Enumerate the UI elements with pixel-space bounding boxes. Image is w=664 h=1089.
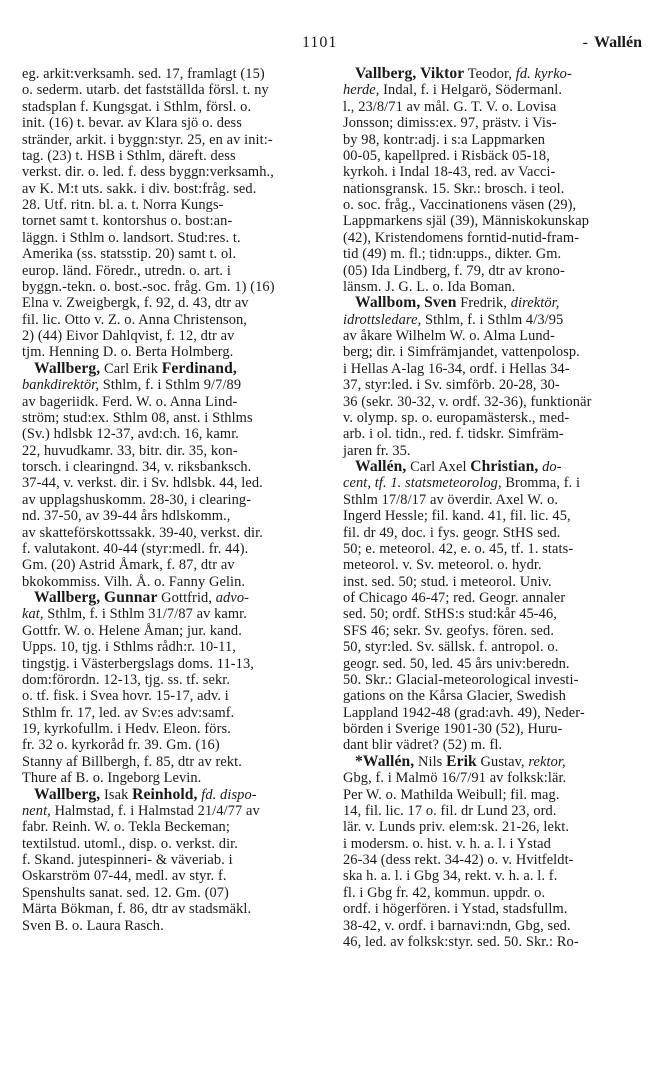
text-line	[22, 721, 318, 737]
line-text: jaren fr. 35.	[343, 442, 411, 459]
line-text: of Chicago 46-47; red. Geogr. annaler	[343, 590, 566, 606]
text-line	[22, 901, 318, 917]
entry-given-names: Gustav,	[476, 753, 529, 770]
entry-surname: *Wallén,	[355, 752, 415, 770]
text-line	[22, 557, 318, 573]
line-text: Spenshults sanat. sed. 12. Gm. (07)	[22, 884, 229, 901]
line-text: av bageriidk. Ferd. W. o. Anna Lind-	[22, 393, 238, 410]
line-text: Elna v. Zweigbergk, f. 92, d. 43, dtr av	[22, 295, 249, 312]
line-text: dant blir vädret? (52) m. fl.	[343, 737, 503, 754]
entry-heading-line	[343, 66, 639, 82]
text-line	[22, 819, 318, 835]
line-text: v. olymp. sp. o. europamästersk., med-	[343, 409, 570, 426]
line-text: 2) (44) Eivor Dahlqvist, f. 12, dtr av	[22, 328, 235, 344]
line-text: 28. Utf. ritn. bl. a. t. Norra Kungs-	[22, 197, 224, 213]
text-line	[22, 705, 318, 721]
line-text: torsch. i clearingnd. 34, v. riksbanksch.	[22, 459, 252, 475]
text-line	[22, 426, 318, 442]
entry-called-name: Viktor	[420, 65, 465, 82]
entry-surname: Vallberg,	[355, 65, 417, 82]
text-line	[343, 312, 639, 328]
text-line	[22, 475, 318, 491]
line-text: o. soc. fråg., Vaccinationens väsen (29),	[343, 197, 577, 213]
line-text: f. valutakont. 40-44 (styr:medl. fr. 44).	[22, 540, 249, 557]
text-line	[22, 66, 318, 82]
line-text: SFS 46; sekr. Sv. geofys. fören. sed.	[343, 622, 555, 639]
line-text: stadsplan f. Kungsgat. i Sthlm, försl. o.	[22, 98, 252, 115]
line-text: eg. arkit:verksamh. sed. 17, framlagt (15)	[22, 66, 265, 82]
text-line	[22, 328, 318, 344]
page-number: 1101	[302, 34, 338, 51]
line-text: Gm. (20) Astrid Åmark, f. 87, dtr av	[22, 557, 235, 574]
entry-title: kat,	[22, 606, 44, 623]
line-text: ordf. i högerfören. i Ystad, stadsfullm.	[343, 901, 568, 918]
entry-given-names: Nils	[414, 753, 447, 770]
text-line	[22, 230, 318, 246]
entry-called-name: Erik	[446, 752, 477, 770]
text-line	[343, 525, 639, 541]
line-text: av upplagshuskomm. 28-30, i clearing-	[22, 491, 252, 508]
line-text: länsm. J. G. L. o. Ida Boman.	[343, 278, 516, 295]
line-text: 00-05, kapellpred. i Risbäck 05-18,	[343, 147, 550, 164]
text-line	[343, 344, 639, 360]
text-line	[22, 623, 318, 639]
line-text: 38-42, v. ordf. i barnavi:ndn, Gbg, sed.	[343, 917, 571, 934]
text-line	[343, 672, 639, 688]
text-line	[343, 885, 639, 901]
text-line	[343, 328, 639, 344]
text-line	[343, 230, 639, 246]
text-line	[22, 868, 318, 884]
entry-surname: Wallberg,	[34, 589, 101, 606]
entry-heading-line	[343, 295, 639, 311]
line-text: 19, kyrkofullm. i Hedv. Eleon. förs.	[22, 721, 231, 737]
text-line	[22, 181, 318, 197]
line-text: geogr. sed. 50, led. 45 års univ:beredn.	[343, 655, 570, 672]
line-text: Sven B. o. Laura Rasch.	[22, 917, 164, 934]
entry-heading-line	[22, 590, 318, 606]
line-text: meteorol. v. Sv. meteorol. o. hydr.	[343, 557, 542, 574]
line-text: ström; stud:ex. Sthlm 08, anst. i Sthlms	[22, 409, 253, 426]
line-text: byggn.-tekn. o. bost.-soc. fråg. Gm. 1) (16)	[22, 278, 275, 295]
text-line	[343, 574, 639, 590]
text-line	[343, 181, 639, 197]
text-line	[343, 918, 639, 934]
entry-called-name: Christian,	[470, 458, 539, 475]
line-text: Bromma, f. i	[501, 475, 581, 492]
entry-title: herde,	[343, 82, 380, 99]
text-line	[22, 656, 318, 672]
line-text: fil. lic. Otto v. Z. o. Anna Christenson,	[22, 311, 248, 328]
entry-given-names: Teodor,	[464, 66, 516, 82]
line-text: by 98, kontr:adj. i s:a Lappmarken	[343, 131, 546, 148]
text-line	[22, 344, 318, 360]
text-line	[22, 213, 318, 229]
entry-given-names: Gottfrid,	[157, 590, 216, 606]
text-line	[343, 377, 639, 393]
text-line	[22, 295, 318, 311]
right-column	[343, 66, 639, 950]
text-line	[343, 737, 639, 753]
entry-title: fd. dispo-	[201, 786, 257, 803]
text-line	[343, 115, 639, 131]
entry-title: bankdirektör,	[22, 377, 100, 394]
text-line	[22, 918, 318, 934]
text-line	[22, 82, 318, 98]
line-text: 14, fil. lic. 17 o. fil. dr Lund 23, ord.	[343, 802, 557, 819]
line-text: nationsgransk. 15. Skr.: brosch. i teol.	[343, 180, 565, 197]
line-text: Halmstad, f. i Halmstad 21/4/77 av	[50, 802, 260, 819]
text-line	[22, 672, 318, 688]
line-text: Upps. 10, tjg. i Sthlms rådh:r. 10-11,	[22, 639, 236, 656]
text-line	[343, 361, 639, 377]
line-text: sed. 50; ordf. StHS:s stud:kår 45-46,	[343, 606, 557, 623]
line-text: 50. Skr.: Glacial-meteorological investi-	[343, 671, 579, 688]
text-line	[22, 770, 318, 786]
line-text: Per W. o. Mathilda Weibull; fil. mag.	[343, 786, 560, 803]
entry-heading-line	[22, 361, 318, 377]
line-text: europ. länd. Föredr., utredn. o. art. i	[22, 262, 231, 279]
text-line	[22, 508, 318, 524]
text-line	[343, 132, 639, 148]
text-line	[22, 688, 318, 704]
line-text: 50; e. meteorol. 42, e. o. 45, tf. 1. stats-	[343, 540, 574, 557]
entry-given-names: Isak	[100, 786, 133, 803]
running-head-dash: -	[582, 34, 588, 51]
text-line	[343, 213, 639, 229]
text-line	[343, 819, 639, 835]
text-line	[343, 590, 639, 606]
line-text: (Sv.) hdlsbk 12-37, avd:ch. 16, kamr.	[22, 426, 240, 443]
line-text: 37, styr:led. i Sv. simförb. 20-28, 30-	[343, 377, 560, 394]
text-line	[22, 263, 318, 279]
text-line	[22, 754, 318, 770]
entry-title: cent, tf. 1. statsmeteorolog,	[343, 475, 502, 492]
line-text: (42), Kristendomens forntid-nutid-fram-	[343, 229, 580, 246]
text-line	[22, 148, 318, 164]
text-line	[22, 394, 318, 410]
text-line	[343, 721, 639, 737]
line-text: Indal, f. i Helgarö, Södermanl.	[379, 82, 563, 99]
line-text: fr. 32 o. kyrkoråd fr. 39. Gm. (16)	[22, 737, 220, 754]
line-text: Sthlm, f. i Sthlm 4/3/95	[421, 311, 564, 328]
line-text: 22, huvudkamr. 33, bitr. dir. 35, kon-	[22, 442, 238, 459]
line-text: tid (49) m. fl.; tidn:upps., dikter. Gm.	[343, 246, 562, 263]
text-line	[343, 787, 639, 803]
text-line	[343, 934, 639, 950]
entry-heading-line	[22, 787, 318, 803]
text-line	[22, 574, 318, 590]
line-text: Märta Bökman, f. 86, dtr av stadsmäkl.	[22, 901, 252, 918]
line-text: Lappland 1942-48 (grad:avh. 49), Neder-	[343, 704, 585, 721]
text-line	[22, 132, 318, 148]
text-line	[22, 737, 318, 753]
line-text: fil. dr 49, doc. i fys. geogr. StHS sed.	[343, 524, 561, 541]
line-text: Lappmarkens själ (39), Människokunskap	[343, 213, 589, 230]
text-line	[343, 475, 639, 491]
text-line	[343, 443, 639, 459]
text-line	[343, 164, 639, 180]
entry-called-name: Ferdinand,	[161, 359, 237, 377]
text-line	[343, 656, 639, 672]
line-text: f. Skand. jutespinneri- & väveriab. i	[22, 852, 233, 868]
text-line	[343, 394, 639, 410]
entry-title: rektor,	[528, 753, 566, 770]
entry-surname: Wallberg,	[34, 359, 101, 377]
text-line	[343, 410, 639, 426]
text-line	[343, 557, 639, 573]
text-line	[343, 868, 639, 884]
text-line	[22, 525, 318, 541]
line-text: av åkare Wilhelm W. o. Alma Lund-	[343, 328, 555, 344]
running-head-name: Wallén	[593, 34, 642, 51]
line-text: tingstjg. i Västerbergslags doms. 11-13,	[22, 655, 254, 672]
entry-surname: Wallén,	[355, 458, 407, 475]
line-text: Sthlm fr. 17, led. av Sv:es adv:samf.	[22, 704, 235, 721]
text-line	[343, 623, 639, 639]
text-line	[343, 263, 639, 279]
line-text: dom:förordn. 12-13, tjg. ss. tf. sekr.	[22, 671, 231, 688]
line-text: tag. (23) t. HSB i Sthlm, däreft. dess	[22, 147, 236, 164]
line-text: Gottfr. W. o. Helene Åman; jur. kand.	[22, 622, 242, 639]
text-line	[22, 541, 318, 557]
line-text: o. tf. fisk. i Svea hovr. 15-17, adv. i	[22, 688, 229, 705]
line-text: 50, styr:led. Sv. sällsk. f. antropol. o.	[343, 639, 559, 656]
running-head	[583, 34, 642, 52]
line-text: arb. i ol. tidn., red. f. tidskr. Simfräm-	[343, 426, 564, 443]
line-text: (05) Ida Lindberg, f. 79, dtr av krono-	[343, 262, 565, 279]
text-line	[343, 901, 639, 917]
line-text: init. (16) t. bevar. av Klara sjö o. dess	[22, 115, 242, 132]
entry-given-names: Carl Axel	[406, 459, 471, 475]
line-text: Ingerd Hessle; fil. kand. 41, fil. lic. 45,	[343, 508, 571, 525]
line-text: inst. sed. 50; stud. i meteorol. Univ.	[343, 573, 552, 590]
page-header	[0, 34, 664, 56]
entry-surname: Wallbom,	[355, 294, 421, 312]
text-line	[343, 148, 639, 164]
line-text: 26-34 (dess rekt. 34-42) o. v. Hvitfeldt-	[343, 852, 574, 868]
text-line	[22, 836, 318, 852]
text-line	[22, 279, 318, 295]
text-line	[22, 885, 318, 901]
line-text: i Hellas A-lag 16-34, ordf. i Hellas 34-	[343, 360, 570, 377]
text-line	[343, 803, 639, 819]
line-text: gations on the Kårsa Glacier, Swedish	[343, 688, 566, 705]
text-line	[343, 688, 639, 704]
text-line	[22, 606, 318, 622]
text-line	[22, 443, 318, 459]
text-line	[22, 410, 318, 426]
entry-called-name: Sven	[424, 294, 457, 312]
line-text: 36 (sekr. 30-32, v. ordf. 32-36), funktionär	[343, 393, 592, 410]
text-line	[343, 606, 639, 622]
line-text: Stanny af Billbergh, f. 85, dtr av rekt.	[22, 753, 242, 770]
line-text: bkokommiss. Vilh. Å. o. Fanny Gelin.	[22, 573, 246, 590]
line-text: kyrkoh. i Indal 18-43, red. av Vacci-	[343, 164, 556, 181]
entry-title: idrottsledare,	[343, 311, 422, 328]
entry-given-names: Carl Erik	[100, 360, 162, 377]
line-text: 46, led. av folksk:styr. sed. 50. Skr.: Ro-	[343, 933, 579, 950]
text-line	[22, 246, 318, 262]
text-line	[22, 852, 318, 868]
text-line	[22, 639, 318, 655]
line-text: stränder, arkit. i byggn:styr. 25, en av init:-	[22, 131, 273, 148]
line-text: lär. v. Lunds priv. elem:sk. 21-26, lekt.	[343, 819, 570, 836]
line-text: Sthlm, f. i Sthlm 9/7/89	[99, 377, 242, 394]
text-line	[343, 836, 639, 852]
line-text: Sthlm 17/8/17 av överdir. Axel W. o.	[343, 491, 559, 508]
text-line	[22, 492, 318, 508]
text-line	[22, 312, 318, 328]
entry-title: advo-	[215, 590, 250, 606]
line-text: i modersm. o. hist. v. h. a. l. i Ystad	[343, 835, 551, 852]
text-line	[22, 99, 318, 115]
line-text: läggn. i Sthlm o. landsort. Stud:res. t.	[22, 229, 241, 246]
entry-called-name: Gunnar	[104, 589, 158, 606]
entry-title: direktör,	[510, 295, 560, 312]
text-line	[22, 803, 318, 819]
text-line	[22, 377, 318, 393]
line-text: av skatteförskottssakk. 39-40, verkst. dir.	[22, 524, 263, 541]
line-text: ska h. a. l. i Gbg 34, rekt. v. h. a. l. f.	[343, 868, 558, 885]
line-text: tjm. Henning D. o. Berta Holmberg.	[22, 344, 234, 361]
line-text: börden i Sverige 1901-30 (52), Huru-	[343, 721, 563, 737]
line-text: textilstud. utoml., disp. o. verkst. dir.	[22, 835, 238, 852]
text-line	[22, 197, 318, 213]
entry-title: fd. kyrko-	[515, 66, 572, 82]
entry-title: do-	[542, 459, 562, 475]
line-text: Amerika (ss. statsstip. 20) samt t. ol.	[22, 246, 237, 263]
text-line	[343, 770, 639, 786]
line-text: berg; dir. i Simfrämjandet, vattenpolosp.	[343, 344, 580, 361]
left-column	[22, 66, 318, 934]
text-line	[343, 508, 639, 524]
text-line	[343, 197, 639, 213]
line-text: av K. M:t uts. sakk. i div. bost:fråg. sed.	[22, 180, 257, 197]
text-line	[343, 426, 639, 442]
text-line	[343, 99, 639, 115]
text-line	[343, 705, 639, 721]
text-line	[343, 279, 639, 295]
entry-given-names: Fredrik,	[456, 295, 511, 312]
text-line	[22, 115, 318, 131]
line-text: Thure af B. o. Ingeborg Levin.	[22, 770, 202, 787]
text-line	[343, 492, 639, 508]
entry-heading-line	[343, 459, 639, 475]
entry-called-name: Reinhold,	[132, 785, 198, 803]
text-line	[343, 246, 639, 262]
text-line	[343, 541, 639, 557]
line-text: o. sederm. utarb. det fastställda försl. t. ny	[22, 82, 269, 99]
line-text: Oskarström 07-44, medl. av styr. f.	[22, 868, 227, 885]
entry-heading-line	[343, 754, 639, 770]
entry-surname: Wallberg,	[34, 785, 101, 803]
line-text: verkst. dir. o. led. f. dess byggn:verksamh.,	[22, 164, 274, 181]
line-text: nd. 37-50, av 39-44 års hdlskomm.,	[22, 508, 231, 525]
text-line	[343, 82, 639, 98]
line-text: tornet samt t. kontorshus o. bost:an-	[22, 213, 233, 230]
line-text: Sthlm, f. i Sthlm 31/7/87 av kamr.	[43, 606, 247, 623]
entry-title: nent,	[22, 802, 51, 819]
text-line	[343, 639, 639, 655]
text-line	[343, 852, 639, 868]
line-text: fabr. Reinh. W. o. Tekla Beckeman;	[22, 819, 230, 836]
text-line	[22, 459, 318, 475]
line-text: Gbg, f. i Malmö 16/7/91 av folksk:lär.	[343, 770, 567, 787]
line-text: fl. i Gbg fr. 42, kommun. uppdr. o.	[343, 884, 546, 901]
line-text: Jonsson; dimiss:ex. 97, prästv. i Vis-	[343, 115, 557, 132]
line-text: l., 23/8/71 av mål. G. T. V. o. Lovisa	[343, 98, 557, 115]
text-line	[22, 164, 318, 180]
line-text: 37-44, v. verkst. dir. i Sv. hdlsbk. 44, led.	[22, 475, 263, 492]
